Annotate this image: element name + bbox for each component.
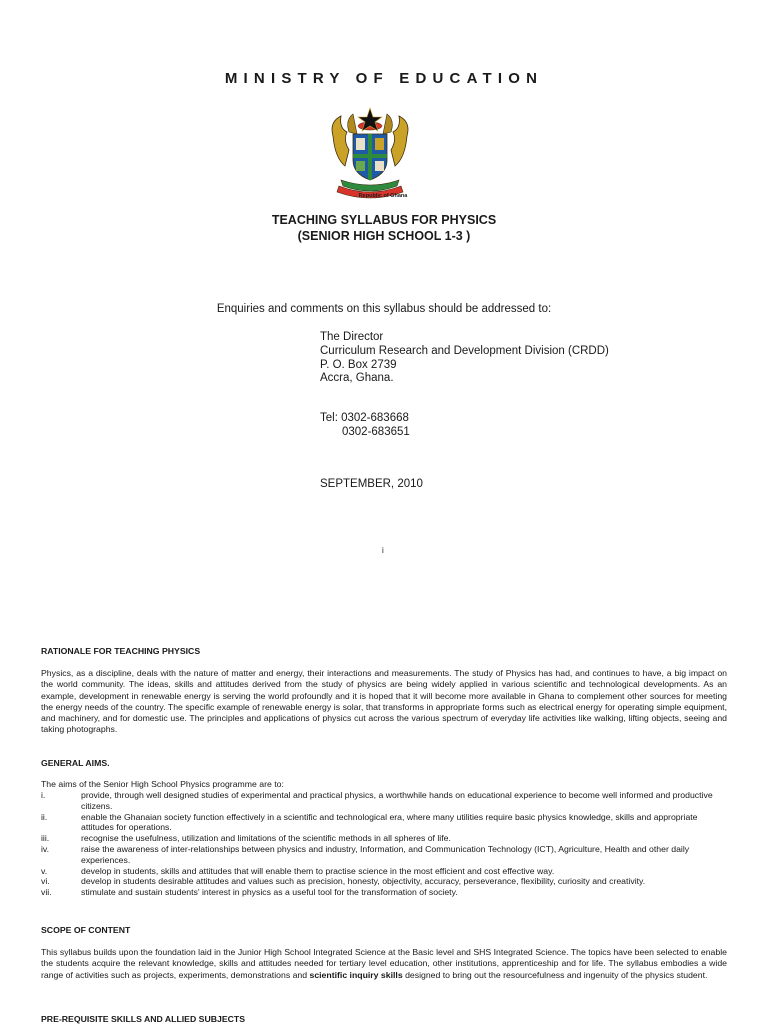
aim-number: vii. — [41, 887, 52, 898]
list-item — [41, 790, 729, 812]
aims-intro: The aims of the Senior High School Physics programme are to: — [41, 779, 284, 789]
aim-text: stimulate and sustain students' interest in physics as a useful tool for the transformation of society. — [81, 887, 458, 898]
scope-text-bold: scientific inquiry skills — [309, 969, 403, 980]
ministry-heading: MINISTRY OF EDUCATION — [224, 70, 544, 87]
aim-text: develop in students, skills and attitudes that will enable them to practise science in the most efficient and cost effective way. — [81, 865, 555, 876]
scope-heading: SCOPE OF CONTENT — [41, 925, 131, 935]
telephone-line-1: Tel: 0302-683668 — [320, 412, 409, 424]
aim-text: recognise the usefulness, utilization and limitations of the scientific methods in all spheres of life. — [81, 833, 451, 844]
aim-number: vi. — [41, 876, 50, 887]
list-item — [41, 876, 729, 887]
aim-number: iv. — [41, 843, 50, 854]
list-item — [41, 844, 729, 866]
aim-number: ii. — [41, 811, 48, 822]
publication-date: SEPTEMBER, 2010 — [320, 478, 423, 490]
scope-text-b: designed to bring out the resourcefulness and ingenuity of the physics student. — [402, 969, 708, 980]
syllabus-title-line2: (SENIOR HIGH SCHOOL 1-3 ) — [297, 229, 471, 243]
list-item — [41, 887, 729, 898]
aim-text: provide, through well designed studies of experimental and practical physics, a worthwhile hands on educational experience to become well informed and productive citizens. — [81, 790, 713, 811]
list-item — [41, 833, 729, 844]
address-block — [320, 331, 609, 386]
list-item — [41, 866, 729, 877]
prereq-heading: PRE-REQUISITE SKILLS AND ALLIED SUBJECTS — [41, 1014, 246, 1024]
aims-heading: GENERAL AIMS. — [41, 758, 110, 768]
page-number: i — [382, 546, 384, 555]
aim-text: enable the Ghanaian society function effectively in a scientific and technological era, where many utilities require basic physics knowledge, skills and appropriate attitudes for operations. — [81, 811, 698, 833]
aim-number: iii. — [41, 833, 50, 844]
telephone-block — [320, 411, 410, 439]
address-line: The Director — [320, 331, 384, 343]
list-item — [41, 812, 729, 834]
ghana-coat-of-arms — [327, 106, 413, 204]
aim-number: v. — [41, 865, 48, 876]
rationale-paragraph: Physics, as a discipline, deals with the nature of matter and energy, their interactions and measurements. The study of Physics has had, and continues to have, a big impact on the world community. The ideas, skills and attitudes derived from the study of physics are being widely applied in various scientific and technological developments. As an example, development in renewable energy is serving the world profoundly and it is hoped that it will become more available in Ghana to complement other sources for meeting the energy needs of the country. The specific example of renewable energy is solar, that transforms in appropriate forms such as electrical energy for operating simple equipment, and machinery, and for domestic use. The principles and applications of physics cut across the various spectrum of everyday life activities like walking, lifting objects, seeing and taking photographs. — [41, 668, 727, 735]
aim-text: develop in students desirable attitudes and values such as precision, honesty, objectivity, accuracy, perseverance, flexibility, curiosity and creativity. — [81, 876, 646, 887]
syllabus-title-line1: TEACHING SYLLABUS FOR PHYSICS — [271, 213, 497, 227]
syllabus-title — [0, 212, 768, 244]
scope-paragraph — [41, 947, 727, 981]
crest-caption: Republic of Ghana — [358, 193, 408, 199]
scope-text-a: This syllabus builds upon the foundation laid in the Junior High School Integrated Science at the Basic level and SHS Integrated Science. The topics have been selected to enable the students acquire the relevant knowledge, skills and attitudes needed for tertiary level education, other institutions, apprenticeship and for life. The syllabus embodies a wide range of activities such as projects, experiments, demonstrations and — [41, 947, 727, 980]
telephone-line-2: 0302-683651 — [342, 426, 410, 438]
rationale-heading: RATIONALE FOR TEACHING PHYSICS — [41, 646, 201, 656]
aim-text: raise the awareness of inter-relationships between physics and industry, Information, and Communication Technology (ICT), Agriculture, Health and other daily experiences. — [81, 843, 690, 865]
address-line: P. O. Box 2739 — [320, 358, 397, 371]
address-line: Curriculum Research and Development Division (CRDD) — [320, 344, 609, 357]
address-line: Accra, Ghana. — [320, 372, 394, 385]
enquiries-text: Enquiries and comments on this syllabus should be addressed to: — [216, 303, 552, 315]
aim-number: i. — [41, 790, 46, 800]
aims-list — [41, 790, 729, 898]
